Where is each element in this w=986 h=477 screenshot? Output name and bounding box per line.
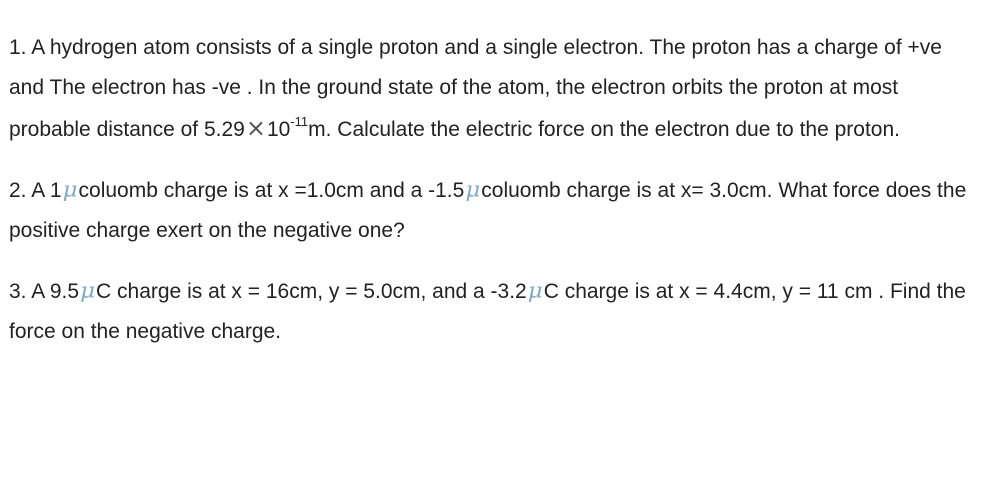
- problem-text: C charge is at x = 4.4cm, y = 11 cm . Find the force on the negative charge.: [9, 280, 966, 343]
- problem-text: coluomb charge is at x =1.0cm and a -1.5: [78, 179, 465, 202]
- exponent-base: 10: [266, 118, 291, 141]
- problem-number: 1.: [9, 36, 27, 59]
- mu-symbol: μ: [527, 278, 543, 304]
- exponent: -11: [290, 114, 309, 129]
- problem-text: A 9.5: [26, 280, 80, 303]
- problem-number: 2.: [9, 179, 27, 202]
- problem-2: [9, 170, 979, 251]
- problem-text: C charge is at x = 16cm, y = 5.0cm, and a -3.2: [96, 280, 527, 303]
- problem-number: 3.: [9, 280, 27, 303]
- problem-document: [9, 28, 979, 352]
- problem-text: m. Calculate the electric force on the electron due to the proton.: [308, 118, 900, 141]
- problem-text: A hydrogen atom consists of a single proton and a single electron. The proton has a charge of +ve and The electron has -ve . In the ground state of the atom, the electron orbits the proton at most probable distance of 5.29: [9, 36, 942, 141]
- mu-symbol: μ: [465, 177, 481, 203]
- mu-symbol: μ: [62, 177, 78, 203]
- problem-1: [9, 28, 979, 150]
- problem-text: A 1: [26, 179, 62, 202]
- times-symbol: ×: [245, 114, 266, 142]
- problem-3: [9, 271, 979, 352]
- mu-symbol: μ: [80, 278, 96, 304]
- problem-text: coluomb charge is at x= 3.0cm. What force does the positive charge exert on the negative one?: [9, 179, 967, 242]
